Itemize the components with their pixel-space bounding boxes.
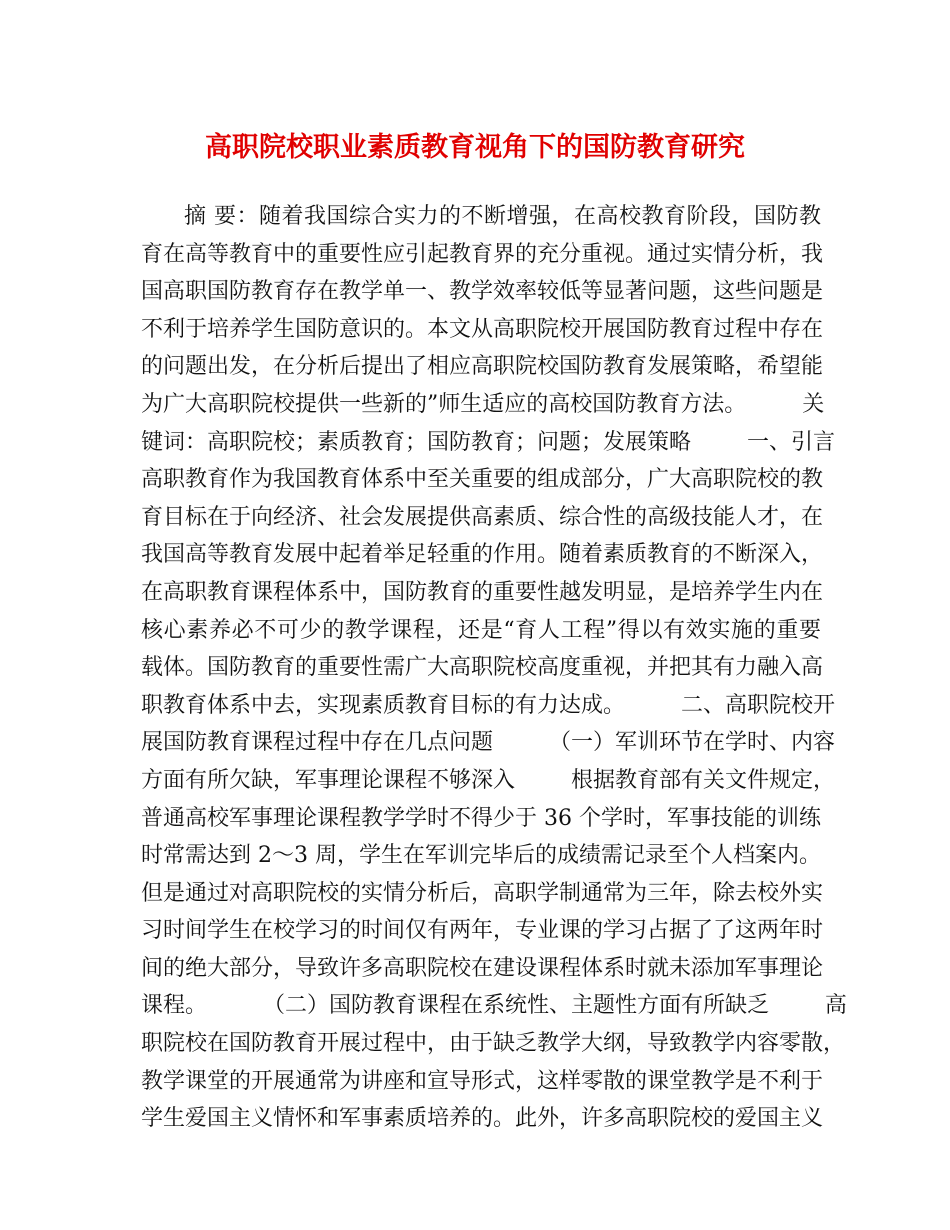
text-line: 学生爱国主义情怀和军事素质培养的。此外，许多高职院校的爱国主义 xyxy=(141,1106,824,1132)
text-line: 摘 要：随着我国综合实力的不断增强，在高校教育阶段，国防教 xyxy=(184,204,821,229)
text-line: 在高职教育课程体系中，国防教育的重要性越发明显，是培养学生内在 xyxy=(141,579,824,605)
text-line: 但是通过对高职院校的实情分析后，高职学制通常为三年，除去校外实 xyxy=(141,880,824,906)
text-line: 职教育体系中去，实现素质教育目标的有力达成。 二、高职院校开 xyxy=(141,692,835,718)
body-text xyxy=(141,198,847,1138)
text-line: 高职教育作为我国教育体系中至关重要的组成部分，广大高职院校的教 xyxy=(141,467,824,493)
text-line: 习时间学生在校学习的时间仅有两年，专业课的学习占据了了这两年时 xyxy=(141,918,824,944)
text-line: 国高职国防教育存在教学单一、教学效率较低等显著问题，这些问题是 xyxy=(141,279,824,305)
document-title: 高职院校职业素质教育视角下的国防教育研究 xyxy=(205,132,745,163)
text-line: 教学课堂的开展通常为讲座和宣导形式，这样零散的课堂教学是不利于 xyxy=(141,1068,824,1094)
text-line: 我国高等教育发展中起着举足轻重的作用。随着素质教育的不断深入， xyxy=(141,542,824,568)
text-line: 展国防教育课程过程中存在几点问题 （一）军训环节在学时、内容 xyxy=(141,730,835,756)
text-line: 载体。国防教育的重要性需广大高职院校高度重视，并把其有力融入高 xyxy=(141,655,824,681)
text-line: 间的绝大部分，导致许多高职院校在建设课程体系时就未添加军事理论 xyxy=(141,955,824,981)
text-line: 核心素养必不可少的教学课程，还是“育人工程”得以有效实施的重要 xyxy=(141,617,821,643)
text-line: 键词：高职院校；素质教育；国防教育；问题；发展策略 一、引言 xyxy=(141,429,835,455)
text-line: 时常需达到 2～3 周，学生在军训完毕后的成绩需记录至个人档案内。 xyxy=(141,843,821,869)
text-line: 课程。 （二）国防教育课程在系统性、主题性方面有所缺乏 高 xyxy=(141,993,847,1019)
text-line: 职院校在国防教育开展过程中，由于缺乏教学大纲，导致教学内容零散， xyxy=(141,1031,846,1057)
text-line: 方面有所欠缺，军事理论课程不够深入 根据教育部有关文件规定， xyxy=(141,767,835,793)
text-line: 育目标在于向经济、社会发展提供高素质、综合性的高级技能人才，在 xyxy=(141,504,824,530)
text-line: 为广大高职院校提供一些新的”师生适应的高校国防教育方法。 关 xyxy=(141,391,825,417)
text-line: 不利于培养学生国防意识的。本文从高职院校开展国防教育过程中存在 xyxy=(141,316,824,342)
text-line: 的问题出发，在分析后提出了相应高职院校国防教育发展策略，希望能 xyxy=(141,354,824,380)
text-line: 普通高校军事理论课程教学学时不得少于 36 个学时，军事技能的训练 xyxy=(141,805,821,831)
text-line: 育在高等教育中的重要性应引起教育界的充分重视。通过实情分析，我 xyxy=(141,241,824,267)
